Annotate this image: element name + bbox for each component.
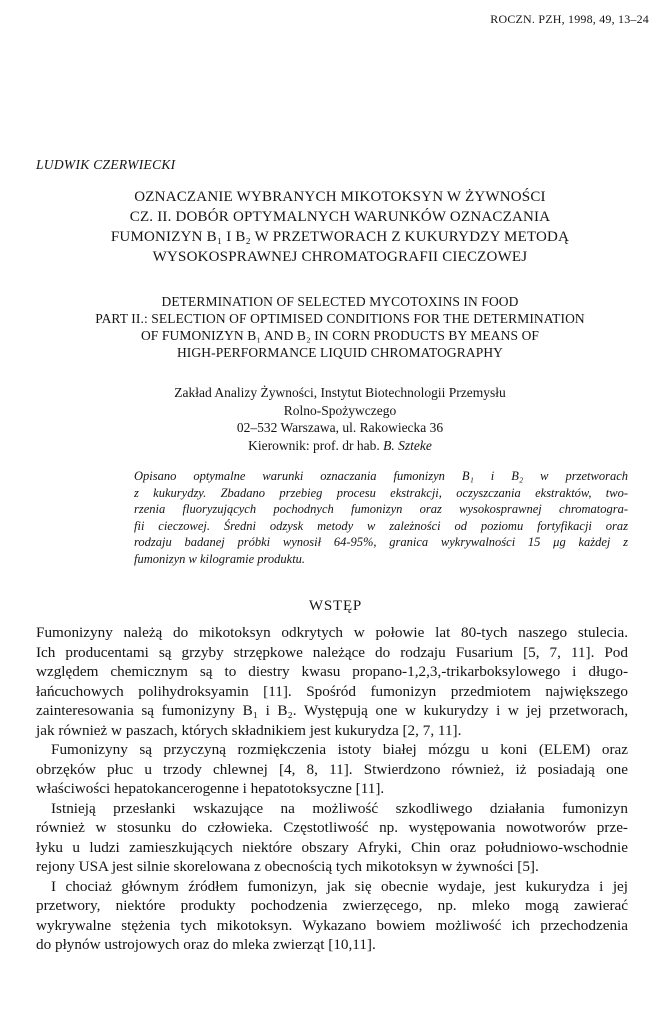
- affiliation-address: 02–532 Warszawa, ul. Rakowiecka 36: [236, 420, 444, 435]
- author-name: LUDWIK CZERWIECKI: [36, 157, 176, 172]
- affiliation: [80, 384, 600, 454]
- body-line: również w stosunku do człowieka. Częstotliwość np. występowania nowotworów prze-: [36, 819, 628, 836]
- body-line: przetwory, niektóre produkty pochodzenia zwierzęcego, np. mleko mogą zawierać: [36, 897, 628, 914]
- body-line: obrzęków płuc u trzody chlewnej [4, 8, 11]. Stwierdzono również, iż posiadają one: [36, 760, 628, 778]
- body-line: rejony USA jest silnie skorelowana z obecnością tych mikotoksyn w żywności [5].: [36, 858, 539, 875]
- abstract-line: z kukurydzy. Zbadano przebieg procesu ekstrakcji, oczyszczania ekstraktów, two-: [134, 485, 628, 500]
- body-line: Fumonizyny należą do mikotoksyn odkrytych w połowie lat 80-tych naszego stulecia.: [36, 624, 628, 641]
- abstract: [134, 468, 628, 567]
- title-pl-line: CZ. II. DOBÓR OPTYMALNYCH WARUNKÓW OZNACZANIA: [129, 209, 551, 225]
- head-prefix: Kierownik: prof. dr hab.: [248, 437, 384, 453]
- body-line: łańcuchowych polihydroksyamin [11]. Spośród fumonizyn przedmiotem największego: [36, 682, 628, 700]
- body-line: względem chemicznym są to diestry kwasu propano-1,2,3,-trikarboksylowego i długo-: [36, 663, 628, 680]
- body-line: jak również w paszach, których składnikiem jest kukurydza [2, 7, 11].: [36, 721, 462, 739]
- title-en-line: DETERMINATION OF SELECTED MYCOTOXINS IN FOOD: [161, 294, 519, 309]
- affiliation-institute-cont: Rolno-Spożywczego: [283, 402, 397, 418]
- affiliation-institute: Zakład Analizy Żywności, Instytut Biotechnologii Przemysłu: [174, 385, 506, 400]
- body-line: właściwości hepatokancerogenne i hepatotoksyczne [11].: [36, 780, 385, 797]
- body-line: Ich producentami są grzyby strzępkowe należące do rodzaju Fusarium [5, 7, 11]. Pod: [36, 643, 628, 661]
- body-line: zainteresowania są fumonizyny B₁ i B₂. Występują one w kukurydzy i w jej przetworach,: [36, 702, 628, 719]
- section-heading-introduction: WSTĘP: [308, 598, 363, 614]
- body-line: I chociaż głównym źródłem fumonizyn, jak się obecnie wydaje, jest kukurydza i jej: [51, 877, 628, 895]
- abstract-line: fii cieczowej. Średni odzysk metody w zależności od poziomu fortyfikacji oraz: [134, 518, 628, 533]
- body-line: Istnieją przesłanki wskazujące na możliwość szkodliwego działania fumonizyn: [51, 799, 628, 817]
- title-english: [30, 293, 650, 361]
- title-pl-line: FUMONIZYN B₁ I B₂ W PRZETWORACH Z KUKURYDZY METODĄ: [110, 229, 570, 245]
- body-line: łyku u ludzi zamieszkujących niektóre obszary Afryki, Chin oraz południowo-wschodnie: [36, 838, 628, 856]
- affiliation-head: [80, 437, 600, 455]
- title-pl-line: WYSOKOSPRAWNEJ CHROMATOGRAFII CIECZOWEJ: [152, 249, 528, 265]
- abstract-line: rodzaju badanej próbki wynosił 64-95%, granica wykrywalności 15 μg każdej z: [134, 535, 628, 549]
- title-polish: [40, 187, 640, 267]
- citation-header: ROCZN. PZH, 1998, 49, 13–24: [490, 12, 649, 26]
- title-en-line: OF FUMONIZYN B₁ AND B₂ IN CORN PRODUCTS BY MEANS OF: [140, 328, 540, 343]
- abstract-line: fumonizyn w kilogramie produktu.: [134, 551, 306, 566]
- title-pl-line: OZNACZANIE WYBRANYCH MIKOTOKSYN W ŻYWNOŚCI: [134, 189, 546, 205]
- body-line: wykrywalne stężenia tych mikotoksyn. Wykazano bowiem możliwość ich przechodzenia: [36, 916, 628, 934]
- title-en-line: HIGH-PERFORMANCE LIQUID CHROMATOGRAPHY: [176, 345, 504, 360]
- body-line: do płynów ustrojowych oraz do mleka zwierząt [10,11].: [36, 936, 376, 953]
- abstract-line: rzenia fluoryzujących pochodnych fumonizyn oraz wysokosprawnej chromatogra-: [134, 502, 628, 516]
- abstract-line: Opisano optymalne warunki oznaczania fumonizyn B₁ i B₂ w przetworach: [134, 469, 628, 483]
- body-text: [36, 623, 628, 955]
- body-line: Fumonizyny są przyczyną rozmiękczenia istoty białej mózgu u koni (ELEM) oraz: [51, 741, 628, 758]
- title-en-line: PART II.: SELECTION OF OPTIMISED CONDITIONS FOR THE DETERMINATION: [95, 311, 585, 326]
- head-name: B. Szteke: [383, 437, 432, 453]
